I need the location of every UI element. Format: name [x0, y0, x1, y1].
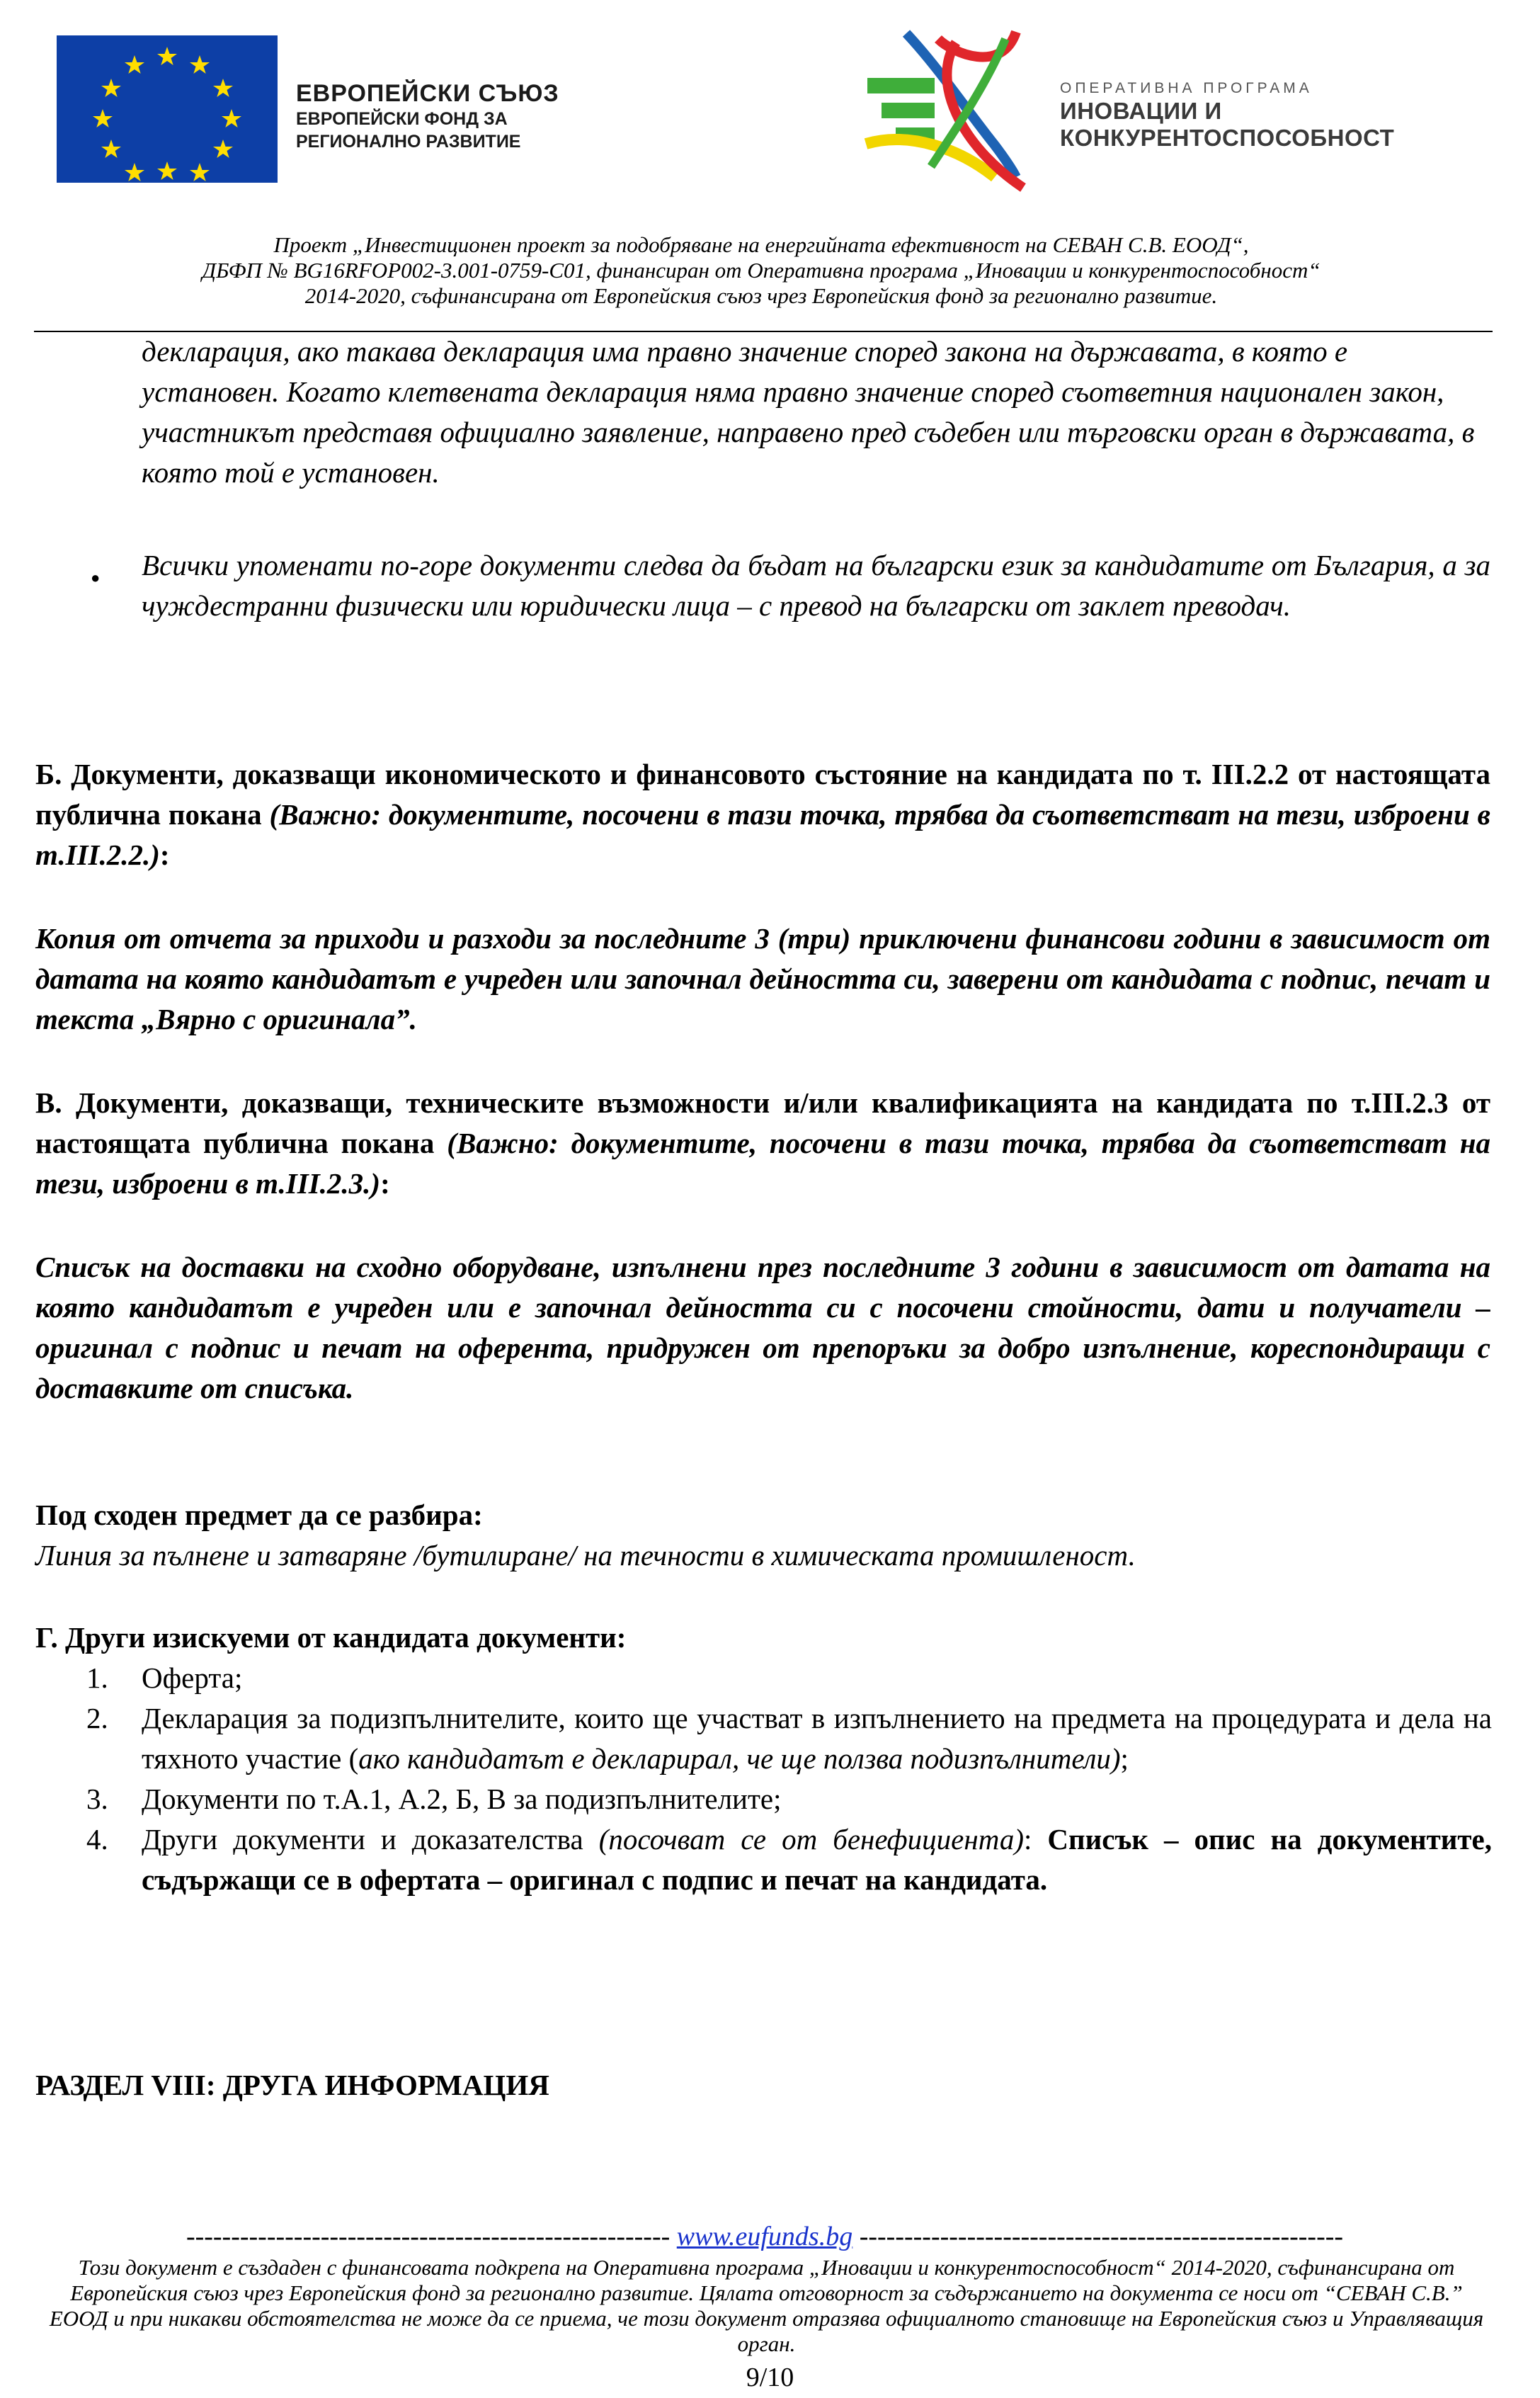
- op-program-label: [1060, 79, 1394, 152]
- list-item: [37, 1819, 1492, 1900]
- eu-stars-icon: [57, 35, 278, 183]
- section-v-colon: :: [380, 1167, 390, 1200]
- list-item-note: (посочват се от бенефициента): [598, 1823, 1024, 1856]
- list-item-number: 3.: [86, 1783, 108, 1815]
- section-b-heading-bold: Б. Документи, доказващи икономическото и финансовото състояние на кандидата по т. ІІІ.2.2 от настоящата публична покана: [35, 758, 1490, 831]
- op-title-line2: КОНКУРЕНТОСПОСОБНОСТ: [1060, 125, 1395, 151]
- op-subtitle: ОПЕРАТИВНА ПРОГРАМА: [1060, 80, 1313, 96]
- op-title-line1: ИНОВАЦИИ И: [1060, 98, 1222, 124]
- list-item-number: 2.: [86, 1702, 108, 1734]
- eu-fund-label: [296, 79, 559, 153]
- section-v-heading-bold: В. Документи, доказващи, техническите възможности и/или квалификацията на кандидата по т.ІІІ.2.3 от настоящата публична покана: [35, 1086, 1490, 1159]
- list-item: [37, 1658, 1492, 1698]
- project-header-line: Проект „Инвестиционен проект за подобряване на енергийната ефективност на СЕВАН С.В. ЕООД“,: [273, 232, 1249, 257]
- list-item: [37, 1779, 1492, 1819]
- op-innovation-logo: [853, 25, 1051, 195]
- list-item-text: Други документи и доказателства: [142, 1823, 599, 1856]
- eufunds-link[interactable]: www.eufunds.bg: [676, 2222, 853, 2251]
- section-b-text: Копия от отчета за приходи и разходи за последните 3 (три) приключени финансови години в зависимост от датата на която кандидатът е учреден или започнал дейността си, заверени от кандидата с подпис, печат и текста „Вярно с оригинала”.: [35, 922, 1490, 1035]
- eu-fund-line: ЕВРОПЕЙСКИ ФОНД ЗА: [296, 109, 508, 129]
- similar-subject-heading: Под сходен предмет да се разбира:: [35, 1499, 483, 1531]
- list-item-bold-text: Списък – опис на документите, съдържащи се в офертата – оригинал с подпис и печат на кандидата.: [142, 1823, 1492, 1896]
- footer-dashes-left: ------------------------------------------------------: [186, 2222, 671, 2251]
- list-item-text: Декларация за подизпълнителите, които ще участват в изпълнението на предмета на процедурата и дела на тяхното участие (: [142, 1702, 1492, 1775]
- eu-fund-line2: РЕГИОНАЛНО РАЗВИТИЕ: [296, 132, 521, 152]
- list-item: [37, 1698, 1492, 1779]
- section-g-heading: Г. Други изискуеми от кандидата документи:: [35, 1621, 627, 1654]
- section-v-text: Списък на доставки на сходно оборудване, изпълнени през последните 3 години в зависимост от датата на която кандидатът е учреден или е започнал дейността си с посочени стойности, дати и получатели – оригинал с подпис и печат на оферента, придружен от препоръки за добро изпълнение, кореспондиращи с доставките от списъка.: [35, 1251, 1490, 1404]
- project-header: [35, 232, 1487, 309]
- section-b-colon: :: [159, 839, 170, 871]
- footer-link-line: [35, 2221, 1494, 2252]
- bullet-dot-icon: ●: [91, 569, 101, 586]
- list-item-number: 4.: [86, 1823, 108, 1856]
- similar-subject-text: Линия за пълнене и затваряне /бутилиране/ на течности в химическата промишленост.: [35, 1539, 1136, 1572]
- bullet-paragraph: Всички упоменати по-горе документи следва да бъдат на български език за кандидатите от България, а за чуждестранни физически или юридически лица – с превод на български от заклет преводач.: [142, 549, 1490, 622]
- list-item-note: ако кандидатът е декларирал, че ще ползва подизпълнители): [358, 1742, 1121, 1775]
- section-b-heading-note: (Важно: документите, посочени в тази точка, трябва да съответстват на тези, изброени в т.ІІІ.2.2.): [35, 798, 1490, 871]
- page-number: 9/10: [746, 2363, 794, 2392]
- section-v-heading: [35, 1083, 1490, 1204]
- eu-union-title: ЕВРОПЕЙСКИ СЪЮЗ: [296, 80, 559, 107]
- section-b-heading: [35, 754, 1490, 875]
- list-item-tail: :: [1023, 1823, 1048, 1856]
- list-item-number: 1.: [86, 1661, 108, 1694]
- continued-paragraph: декларация, ако такава декларация има правно значение според закона на държавата, в която е установен. Когато клетвената декларация няма правно значение според съответния национален закон, участникът представя официално заявление, направено пред съдебен или търговски орган в държавата, в която той е установен.: [142, 335, 1475, 489]
- footer-disclaimer: Този документ е създаден с финансовата подкрепа на Оперативна програма „Иновации и конкурентоспособност“ 2014-2020, съфинансирана от Европейския съюз чрез Европейския фонд за регионално развитие. Цялата отговорност за съдържанието на документа се носи от “СЕВАН С.В.” ЕООД и при никакви обстоятелства не може да се приема, че този документ отразява официалното становище на Европейския съюз и Управляващия орган.: [49, 2255, 1484, 2356]
- footer-dashes-right: ------------------------------------------------------: [859, 2222, 1344, 2251]
- list-item-text: Оферта;: [142, 1661, 243, 1694]
- section-viii-heading: РАЗДЕЛ VIII: ДРУГА ИНФОРМАЦИЯ: [35, 2069, 549, 2101]
- documents-list: [37, 1658, 1492, 1900]
- eu-flag-logo: [57, 35, 278, 183]
- section-v-heading-note: (Важно: документите, посочени в тази точка, трябва да съответстват на тези, изброени в т.ІІІ.2.3.): [35, 1127, 1490, 1200]
- project-header-line: 2014-2020, съфинансирана от Европейския съюз чрез Европейския фонд за регионално развитие.: [304, 283, 1218, 308]
- list-item-tail: ;: [1120, 1742, 1129, 1775]
- list-item-text: Документи по т.А.1, А.2, Б, В за подизпълнителите;: [142, 1783, 782, 1815]
- op-logo-icon: [853, 25, 1051, 195]
- project-header-line: ДБФП № BG16RFOP002-3.001-0759-C01, финансиран от Оперативна програма „Иновации и конкурентоспособност“: [202, 258, 1321, 283]
